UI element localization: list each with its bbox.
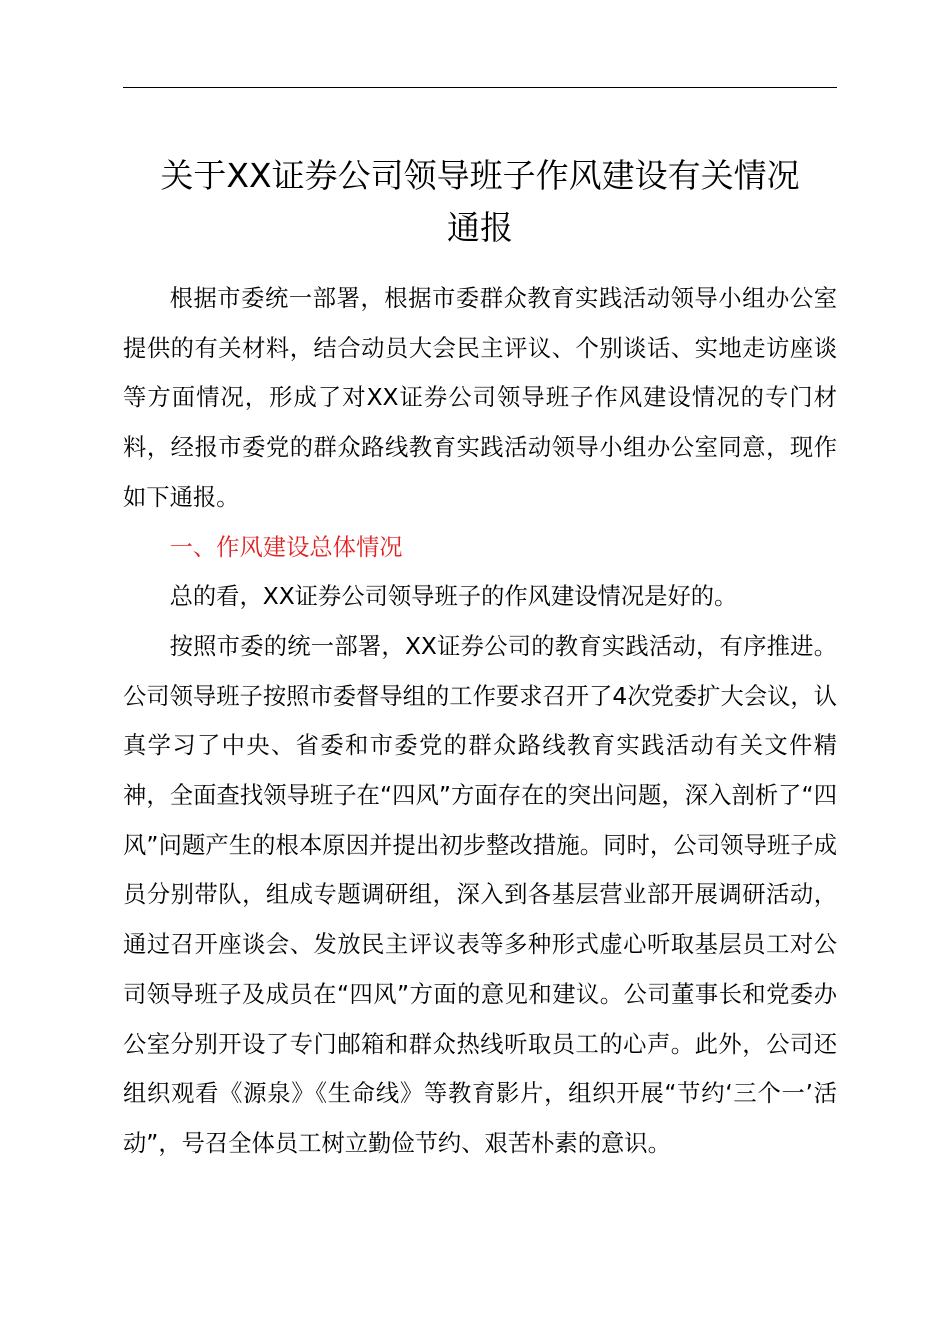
document-body [123,274,837,1169]
header-rule [123,87,837,88]
details-paragraph: 按照市委的统一部署，XX证券公司的教育实践活动，有序推进。公司领导班子按照市委督导组的工作要求召开了4次党委扩大会议，认真学习了中央、省委和市委党的群众路线教育实践活动有关文件精神，全面查找领导班子在“四风”方面存在的突出问题，深入剖析了“四风”问题产生的根本原因并提出初步整改措施。同时，公司领导班子成员分别带队，组成专题调研组，深入到各基层营业部开展调研活动，通过召开座谈会、发放民主评议表等多种形式虚心听取基层员工对公司领导班子及成员在“四风”方面的意见和建议。公司董事长和党委办公室分别开设了专门邮箱和群众热线听取员工的心声。此外，公司还组织观看《源泉》《生命线》等教育影片，组织开展“节约‘三个一’活动”，号召全体员工树立勤俭节约、艰苦朴素的意识。 [123,632,837,1157]
title-line-2: 通报 [447,208,513,247]
summary-paragraph: 总的看，XX证券公司领导班子的作风建设情况是好的。 [169,583,738,611]
title-line-1: 关于XX证券公司领导班子作风建设有关情况 [160,156,800,195]
intro-paragraph: 根据市委统一部署，根据市委群众教育实践活动领导小组办公室提供的有关材料，结合动员大会民主评议、个别谈话、实地走访座谈等方面情况，形成了对XX证券公司领导班子作风建设情况的专门材料，经报市委党的群众路线教育实践活动领导小组办公室同意，现作如下通报。 [123,285,837,511]
section-heading: 一、作风建设总体情况 [169,533,403,561]
document-title [110,150,850,254]
